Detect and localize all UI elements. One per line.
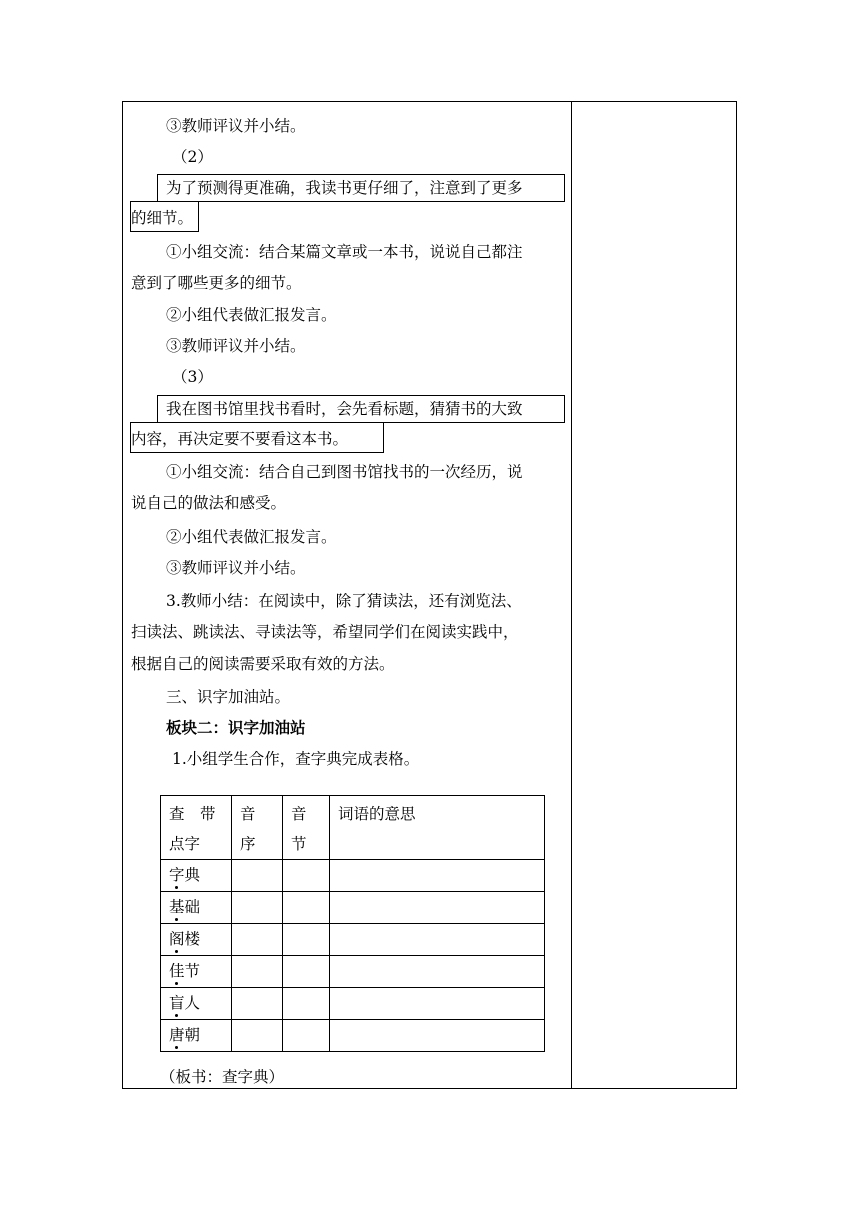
empty-cell[interactable]	[232, 860, 283, 892]
text-line: 说自己的做法和感受。	[131, 494, 287, 512]
quote-line: 的细节。	[131, 209, 194, 227]
word-cell: 佳节	[161, 956, 232, 988]
text-line: ①小组交流：结合自己到图书馆找书的一次经历，说	[166, 463, 523, 481]
empty-cell[interactable]	[330, 988, 545, 1020]
text-line: ③教师评议并小结。	[166, 559, 306, 577]
empty-cell[interactable]	[283, 924, 330, 956]
text-line: 扫读法、跳读法、寻读法等，希望同学们在阅读实践中，	[131, 623, 519, 641]
text-line: ②小组代表做汇报发言。	[166, 528, 337, 546]
text-line: ②小组代表做汇报发言。	[166, 306, 337, 324]
empty-cell[interactable]	[232, 988, 283, 1020]
quote-line: 内容，再决定要不要看这本书。	[131, 430, 349, 448]
table-header-cell: 查 带点字	[161, 796, 232, 860]
empty-cell[interactable]	[330, 892, 545, 924]
empty-cell[interactable]	[330, 860, 545, 892]
table-row	[161, 956, 545, 988]
board-note: （板书：查字典）	[160, 1068, 285, 1086]
table-row	[161, 988, 545, 1020]
word-cell: 盲人	[161, 988, 232, 1020]
dictionary-table	[160, 795, 545, 1052]
column-divider	[571, 101, 572, 1089]
text-line: ①小组交流：结合某篇文章或一本书，说说自己都注	[166, 243, 523, 261]
text-line: 1.小组学生合作，查字典完成表格。	[172, 750, 420, 768]
section-number: （3）	[172, 368, 213, 386]
word-cell: 基础	[161, 892, 232, 924]
word-cell: 阁楼	[161, 924, 232, 956]
section-number: （2）	[172, 148, 213, 166]
table-header-cell: 音序	[232, 796, 283, 860]
quote-line: 为了预测得更准确，我读书更仔细了，注意到了更多	[166, 179, 523, 197]
section-heading: 板块二：识字加油站	[166, 718, 306, 737]
text-line: 三、识字加油站。	[166, 688, 291, 706]
table-row	[161, 924, 545, 956]
empty-cell[interactable]	[232, 956, 283, 988]
empty-cell[interactable]	[283, 860, 330, 892]
empty-cell[interactable]	[232, 1020, 283, 1052]
text-line: 意到了哪些更多的细节。	[131, 274, 302, 292]
empty-cell[interactable]	[283, 892, 330, 924]
text-line: ③教师评议并小结。	[166, 117, 306, 135]
table-row	[161, 860, 545, 892]
table-row	[161, 1020, 545, 1052]
empty-cell[interactable]	[330, 956, 545, 988]
text-line: 根据自己的阅读需要采取有效的方法。	[131, 655, 395, 673]
empty-cell[interactable]	[232, 892, 283, 924]
table-header-cell: 音节	[283, 796, 330, 860]
empty-cell[interactable]	[283, 988, 330, 1020]
empty-cell[interactable]	[283, 956, 330, 988]
text-line: 3.教师小结：在阅读中，除了猜读法，还有浏览法、	[166, 592, 522, 610]
empty-cell[interactable]	[232, 924, 283, 956]
table-header-cell: 词语的意思	[330, 796, 545, 860]
word-cell: 唐朝	[161, 1020, 232, 1052]
empty-cell[interactable]	[283, 1020, 330, 1052]
empty-cell[interactable]	[330, 924, 545, 956]
text-line: ③教师评议并小结。	[166, 337, 306, 355]
empty-cell[interactable]	[330, 1020, 545, 1052]
word-cell: 字典	[161, 860, 232, 892]
table-row	[161, 892, 545, 924]
quote-line: 我在图书馆里找书看时，会先看标题，猜猜书的大致	[166, 400, 523, 418]
